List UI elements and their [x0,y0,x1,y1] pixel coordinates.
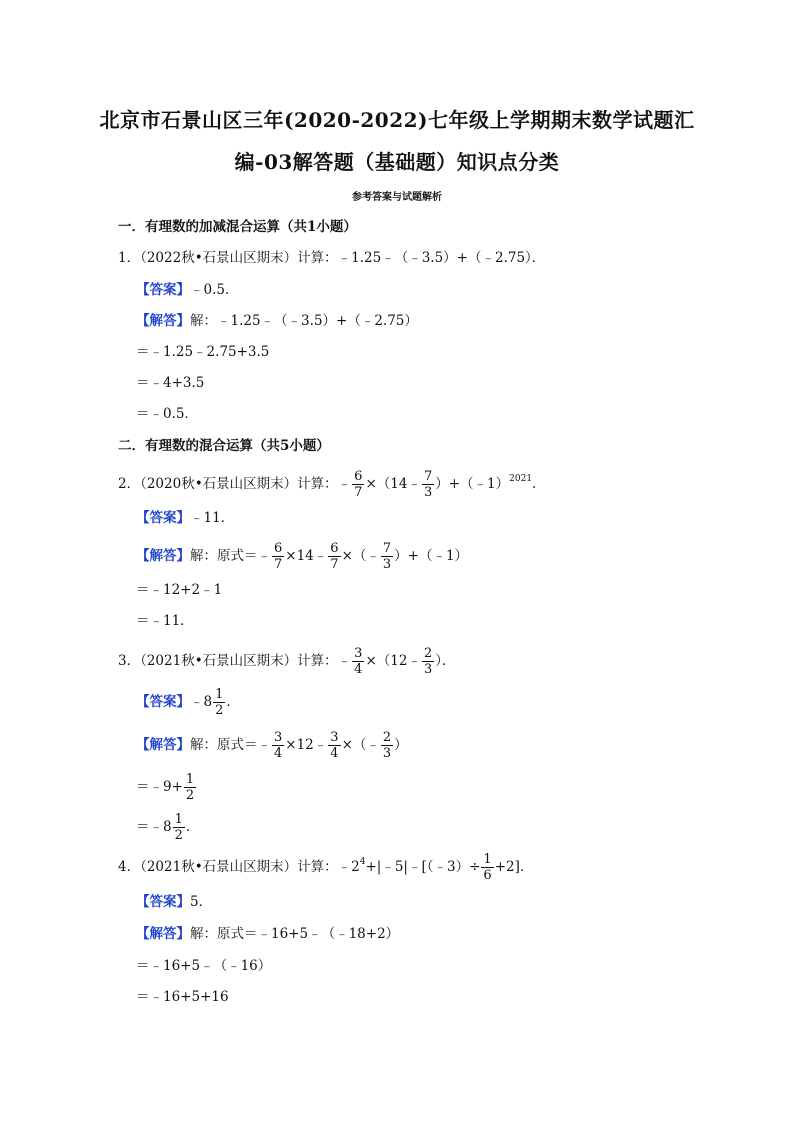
q2-answer-line [136,509,234,527]
q4-prompt [118,853,533,882]
fraction-numerator: 1 [174,812,183,827]
fraction-numerator: 2 [423,646,433,661]
q1-step-4: ＝﹣0.5． [136,406,198,422]
fraction-denominator: 7 [330,557,339,572]
q4-step-3: ＝﹣16+5+16 [136,989,229,1005]
q2-exponent: 2021 [509,474,533,484]
answer-tag: 【答案】 [136,282,190,298]
fraction-denominator: 4 [274,746,283,761]
q2-step-2: ＝﹣12+2﹣1 [136,582,223,598]
q3-step-3 [136,813,199,842]
fraction-denominator: 3 [382,557,392,572]
fraction-denominator: 2 [215,703,224,718]
q2-step-1-text-a: 解：原式＝﹣ [190,548,271,564]
q4-answer: 5． [190,894,213,910]
q2-step-1-text-b: ×14﹣ [285,548,328,564]
q2-fraction-2 [422,470,434,499]
q3-answer-whole: ﹣8 [190,694,213,710]
q4-fraction-1 [481,853,493,882]
q3-answer-line [136,688,240,717]
q2-step-1-text-c: ×（﹣ [341,548,380,564]
answer-tag: 【答案】 [136,510,190,526]
q2-step-1-text-d: ）+（﹣1） [394,548,469,564]
q1-solution-line [136,312,418,330]
fraction-numerator: 3 [274,730,283,745]
q4-solution-line [136,925,399,943]
q3-prompt [118,647,455,676]
q1-prompt: 1．（2022秋•石景山区期末）计算：﹣1.25﹣（﹣3.5）+（﹣2.75）． [118,250,546,266]
q4-prompt-text-c: +2]． [494,859,534,875]
q3-prompt-text-c: ）． [435,653,456,669]
q3-step-2-text: ＝﹣9+ [136,779,183,795]
fraction-numerator: 6 [274,541,283,556]
q3-step-3-text: ＝﹣8 [136,819,172,835]
q3-step-1-fraction-2 [328,731,340,760]
q3-step-1-fraction-1 [272,731,284,760]
q4-answer-line [136,893,212,911]
q2-solution-line [136,542,468,571]
analysis-tag: 【解答】 [136,313,190,329]
fraction-numerator: 1 [483,852,492,867]
q3-step-2-fraction [184,773,196,802]
fraction-denominator: 2 [174,828,183,843]
fraction-denominator: 7 [354,485,363,500]
fraction-denominator: 6 [483,868,492,883]
fraction-denominator: 4 [330,746,339,761]
fraction-denominator: 4 [354,662,363,677]
fraction-numerator: 6 [354,469,363,484]
fraction-numerator: 7 [423,469,433,484]
answer-tag: 【答案】 [136,894,190,910]
q3-solution-line [136,731,408,760]
q3-fraction-1 [352,647,364,676]
q3-answer-fraction [213,688,225,717]
fraction-denominator: 3 [382,746,392,761]
fraction-numerator: 1 [185,772,195,787]
q2-prompt-text-c: ）+（﹣1） [435,476,510,492]
fraction-numerator: 3 [354,646,363,661]
q2-prompt-text-d: ． [532,476,546,492]
q2-prompt [118,470,546,499]
q1-step-2: ＝﹣1.25﹣2.75+3.5 [136,344,270,360]
q2-step-3: ＝﹣11． [136,613,194,629]
q3-step-1-text-a: 解：原式＝﹣ [190,737,271,753]
analysis-tag: 【解答】 [136,737,190,753]
q1-step-1: 解：﹣1.25﹣（﹣3.5）+（﹣2.75） [190,313,418,329]
q2-fraction-1 [352,470,364,499]
q3-step-1-text-b: ×12﹣ [285,737,328,753]
q3-step-3-fraction [173,813,185,842]
q3-answer-end: ． [226,694,240,710]
q1-step-3: ＝﹣4+3.5 [136,375,205,391]
fraction-numerator: 2 [382,730,392,745]
q2-step-1-fraction-2 [328,542,340,571]
q4-step-2: ＝﹣16+5﹣（﹣16） [136,958,272,974]
fraction-denominator: 3 [423,662,433,677]
answer-tag: 【答案】 [136,694,190,710]
q2-prompt-text-a: 2．（2020秋•石景山区期末）计算：﹣ [118,476,352,492]
q3-prompt-text-b: ×（12﹣ [365,653,421,669]
fraction-denominator: 3 [423,485,433,500]
q4-exponent: 4 [359,857,366,867]
q2-step-1-fraction-3 [381,542,393,571]
document-title-line-1: 北京市石景山区三年(2020-2022)七年级上学期期末数学试题汇 [99,108,695,132]
fraction-denominator: 7 [274,557,283,572]
analysis-tag: 【解答】 [136,548,190,564]
analysis-tag: 【解答】 [136,926,190,942]
q3-step-1-text-d: ） [394,737,408,753]
fraction-denominator: 2 [185,788,195,803]
document-subtitle: 参考答案与试题解析 [352,192,442,203]
fraction-numerator: 7 [382,541,392,556]
q3-step-3-end: ． [185,819,200,835]
q1-answer: ﹣0.5． [190,282,239,298]
document-title-line-2: 编-03解答题（基础题）知识点分类 [234,150,560,174]
q3-prompt-text-a: 3．（2021秋•石景山区期末）计算：﹣ [118,653,352,669]
q3-step-2 [136,773,197,802]
q3-fraction-2 [422,647,434,676]
q3-step-1-text-c: ×（﹣ [341,737,380,753]
q2-prompt-text-b: ×（14﹣ [365,476,421,492]
section-2-heading: 二．有理数的混合运算（共5小题） [118,438,330,454]
q3-step-1-fraction-3 [381,731,393,760]
q2-step-1-fraction-1 [272,542,284,571]
section-1-heading: 一．有理数的加减混合运算（共1小题） [118,219,357,235]
q4-prompt-text-b: +|﹣5|﹣[（﹣3）÷ [365,859,481,875]
q4-prompt-text-a: 4．（2021秋•石景山区期末）计算：﹣2 [118,859,360,875]
q4-step-1: 解：原式＝﹣16+5﹣（﹣18+2） [190,926,400,942]
fraction-numerator: 1 [215,687,224,702]
fraction-numerator: 3 [330,730,339,745]
q2-answer: ﹣11． [190,510,235,526]
q1-answer-line [136,281,238,299]
fraction-numerator: 6 [330,541,339,556]
